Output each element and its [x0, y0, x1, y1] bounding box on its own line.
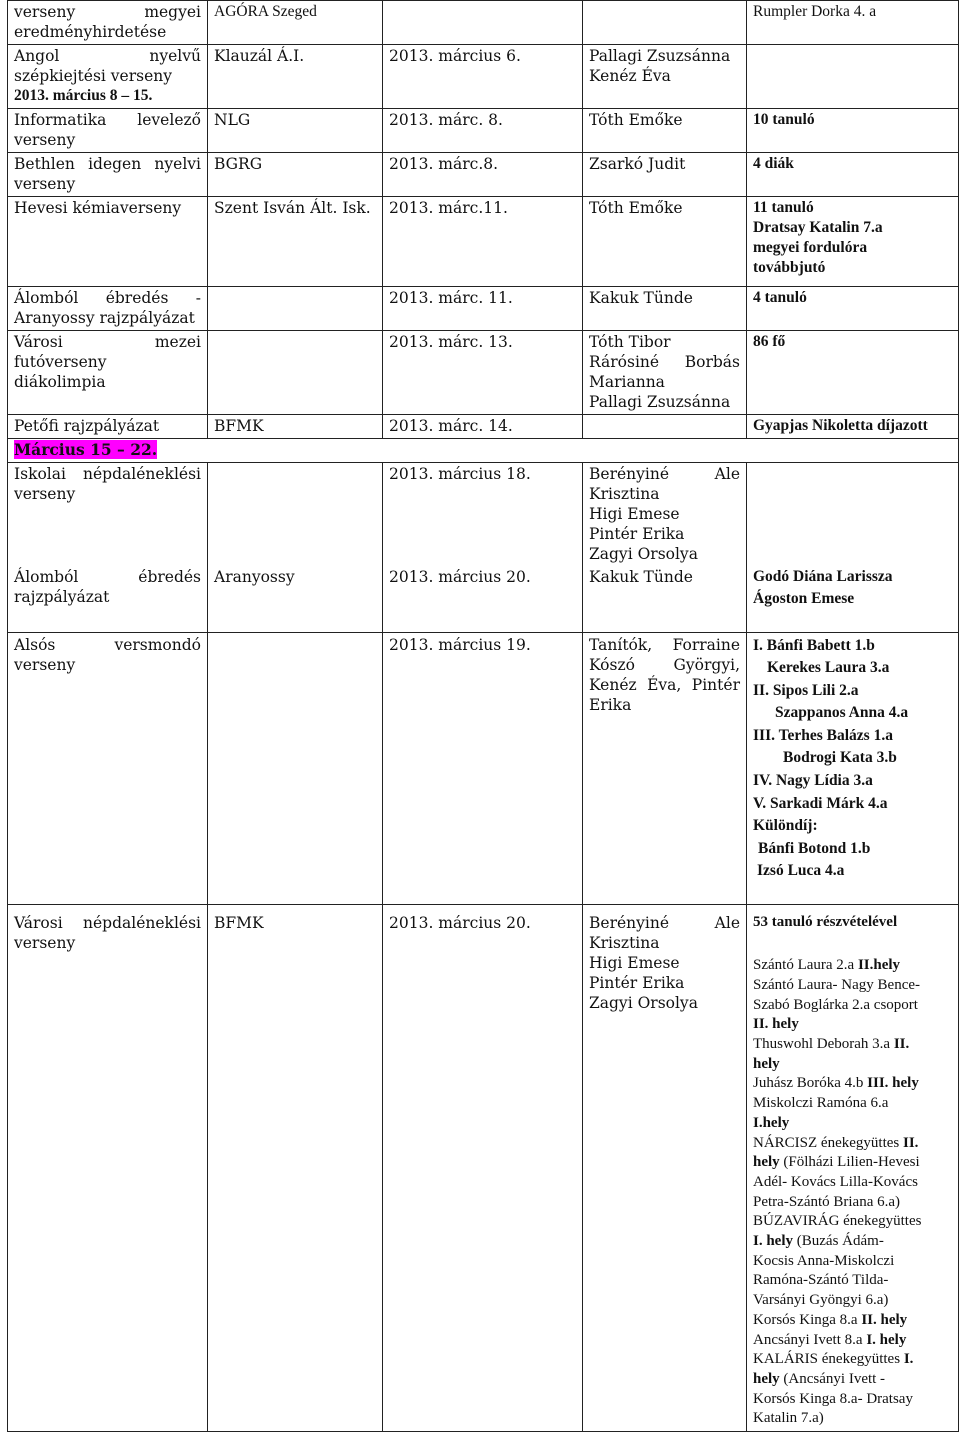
- venue-cell: Szent Isván Ált. Isk.: [208, 197, 383, 287]
- section-header: [8, 439, 959, 463]
- result-cell: 4 diák: [747, 153, 959, 197]
- result-line: Szántó Laura- Nagy Bence-: [753, 976, 921, 993]
- venue-cell: [208, 632, 383, 904]
- venue-cell: [208, 463, 383, 567]
- competition-cell: Petőfi rajzpályázat: [8, 415, 208, 439]
- competition-cell: Informatika levelező verseny: [8, 109, 208, 153]
- results-table: [7, 0, 959, 1432]
- table-row: [8, 153, 959, 197]
- result-line: III. Terhes Balázs 1.a: [753, 726, 893, 744]
- date-cell: 2013. márc. 13.: [383, 331, 583, 415]
- competition-cell: Iskolai népdaléneklési verseny: [8, 463, 208, 567]
- result-line: IV. Nagy Lídia 3.a: [753, 772, 873, 790]
- table-row: [8, 287, 959, 331]
- date-cell: 2013. március 18.: [383, 463, 583, 567]
- result-line: Varsányi Gyöngyi 6.a): [753, 1292, 889, 1309]
- competition-cell: Hevesi kémiaverseny: [8, 197, 208, 287]
- table-row: [8, 566, 959, 632]
- table-row: [8, 415, 959, 439]
- result-line: Adél- Kovács Lilla-Kovács: [753, 1173, 918, 1190]
- result-cell: Gyapjas Nikoletta díjazott: [747, 415, 959, 439]
- result-line: Különdíj:: [753, 817, 818, 835]
- result-line: I. hely (Buzás Ádám-: [753, 1233, 884, 1250]
- result-line: V. Sarkadi Márk 4.a: [753, 794, 888, 812]
- table-row: [8, 463, 959, 567]
- result-line: Kerekes Laura 3.a: [767, 659, 890, 677]
- result-cell: 4 tanuló: [747, 287, 959, 331]
- result-line: KALÁRIS énekegyüttes I.: [753, 1351, 914, 1368]
- result-cell: 10 tanuló: [747, 109, 959, 153]
- table-row: [8, 632, 959, 904]
- results-table-wrapper: [7, 0, 958, 1432]
- section-date-highlight: Március 15 – 22.: [14, 440, 158, 459]
- table-row: [8, 109, 959, 153]
- competition-cell: Álomból ébredés rajzpályázat: [8, 566, 208, 632]
- teacher-cell: Berényiné Ale Krisztina Higi Emese Pintér Erika Zagyi Orsolya: [583, 463, 747, 567]
- result-line: Ancsányi Ivett 8.a I. hely: [753, 1331, 907, 1348]
- result-line: Kocsis Anna-Miskolczi: [753, 1252, 895, 1269]
- date-cell: 2013. márc. 14.: [383, 415, 583, 439]
- teacher-cell: Tóth Tibor Rárósiné Borbás Marianna Pallagi Zsuzsánna: [583, 331, 747, 415]
- result-cell: 53 tanuló részvételével Szántó Laura 2.a II.hely Szántó Laura- Nagy Bence- Szabó Boglárka 2.a csoport II. hely Thuswohl Deborah 3.a II. hely Juhász Boróka 4.b III. hely Miskolczi Ramóna 6.a I.hely NÁRCISZ énekegyüttes II. hely (Fölházi Lilien-Hevesi Adél- Kovács Lilla-Kovács Petra-Szántó Briana 6.a) BÚZAVIRÁG énekegyüttes I. hely (Buzás Ádám- Kocsis Anna-Miskolczi Ramóna-Szántó Tilda- Varsányi Gyöngyi 6.a) Korsós Kinga 8.a II. hely Ancsányi Ivett 8.a I. hely KALÁRIS énekegyüttes I. hely (Ancsányi Ivett - Korsós Kinga 8.a- Dratsay Katalin 7.a): [747, 904, 959, 1432]
- teacher-cell: Tanítók, Forraine Kószó Györgyi, Kenéz Éva, Pintér Erika: [583, 632, 747, 904]
- result-cell: [747, 45, 959, 109]
- result-line: hely: [753, 1055, 780, 1072]
- venue-cell: [208, 287, 383, 331]
- result-line: Korsós Kinga 8.a II. hely: [753, 1311, 908, 1328]
- table-row: [8, 331, 959, 415]
- result-line: Korsós Kinga 8.a- Dratsay: [753, 1390, 913, 1407]
- teacher-cell: Tóth Emőke: [583, 197, 747, 287]
- result-line: Szappanos Anna 4.a: [775, 704, 909, 722]
- result-cell: Godó Diána Larissza Ágoston Emese: [747, 566, 959, 632]
- date-cell: 2013. március 20.: [383, 566, 583, 632]
- date-cell: 2013. márc.8.: [383, 153, 583, 197]
- competition-cell: verseny megyei eredményhirdetése: [8, 1, 208, 45]
- date-cell: 2013. márc. 11.: [383, 287, 583, 331]
- teacher-cell: [583, 415, 747, 439]
- competition-cell: Városi népdaléneklési verseny: [8, 904, 208, 1432]
- result-line: hely (Ancsányi Ivett -: [753, 1370, 886, 1387]
- result-line: Szabó Boglárka 2.a csoport: [753, 996, 918, 1013]
- teacher-cell: Kakuk Tünde: [583, 287, 747, 331]
- venue-cell: Aranyossy: [208, 566, 383, 632]
- teacher-cell: Kakuk Tünde: [583, 566, 747, 632]
- result-line: Izsó Luca 4.a: [757, 862, 845, 880]
- teacher-cell: Pallagi Zsuzsánna Kenéz Éva: [583, 45, 747, 109]
- result-cell: [747, 463, 959, 567]
- venue-cell: [208, 331, 383, 415]
- result-line: NÁRCISZ énekegyüttes II.: [753, 1134, 919, 1151]
- result-line: Bodrogi Kata 3.b: [783, 749, 897, 767]
- date-cell: 2013. március 6.: [383, 45, 583, 109]
- result-cell: 11 tanuló Dratsay Katalin 7.a megyei fordulóra továbbjutó: [747, 197, 959, 287]
- competition-cell: Városi mezei futóverseny diákolimpia: [8, 331, 208, 415]
- result-line: Petra-Szántó Briana 6.a): [753, 1193, 901, 1210]
- date-cell: 2013. márc. 8.: [383, 109, 583, 153]
- result-line: hely (Fölházi Lilien-Hevesi: [753, 1154, 920, 1171]
- date-cell: 2013. március 20.: [383, 904, 583, 1432]
- table-row: [8, 45, 959, 109]
- result-line: BÚZAVIRÁG énekegyüttes: [753, 1213, 922, 1230]
- result-cell: [747, 632, 959, 904]
- table-row: [8, 1, 959, 45]
- result-line: I. Bánfi Babett 1.b: [753, 636, 875, 654]
- table-row: [8, 197, 959, 287]
- result-line: Katalin 7.a): [753, 1410, 824, 1427]
- teacher-cell: Tóth Emőke: [583, 109, 747, 153]
- result-cell: Rumpler Dorka 4. a: [747, 1, 959, 45]
- competition-cell: Alsós versmondó verseny: [8, 632, 208, 904]
- result-line: Juhász Boróka 4.b III. hely: [753, 1075, 919, 1092]
- teacher-cell: Zsarkó Judit: [583, 153, 747, 197]
- date-cell: 2013. márc.11.: [383, 197, 583, 287]
- result-line: Ramóna-Szántó Tilda-: [753, 1272, 889, 1289]
- venue-cell: Klauzál Á.I.: [208, 45, 383, 109]
- result-line: Thuswohl Deborah 3.a II.: [753, 1036, 910, 1053]
- teacher-cell: [583, 1, 747, 45]
- venue-cell: BFMK: [208, 415, 383, 439]
- date-cell: 2013. március 19.: [383, 632, 583, 904]
- result-line: Szántó Laura 2.a II.hely: [753, 957, 901, 974]
- result-line: I.hely: [753, 1114, 790, 1131]
- competition-cell: Álomból ébredés - Aranyossy rajzpályázat: [8, 287, 208, 331]
- result-line: Miskolczi Ramóna 6.a: [753, 1095, 889, 1112]
- table-row: [8, 904, 959, 1432]
- competition-cell: Angol nyelvű szépkiejtési verseny 2013. március 8 – 15.: [8, 45, 208, 109]
- result-line: II. hely: [753, 1016, 799, 1033]
- venue-cell: AGÓRA Szeged: [208, 1, 383, 45]
- venue-cell: NLG: [208, 109, 383, 153]
- venue-cell: BFMK: [208, 904, 383, 1432]
- table-row: [8, 439, 959, 463]
- result-line: Bánfi Botond 1.b: [758, 839, 871, 857]
- venue-cell: BGRG: [208, 153, 383, 197]
- result-line: II. Sipos Lili 2.a: [753, 681, 859, 699]
- teacher-cell: Berényiné Ale Krisztina Higi Emese Pintér Erika Zagyi Orsolya: [583, 904, 747, 1432]
- result-cell: 86 fő: [747, 331, 959, 415]
- competition-cell: Bethlen idegen nyelvi verseny: [8, 153, 208, 197]
- date-cell: [383, 1, 583, 45]
